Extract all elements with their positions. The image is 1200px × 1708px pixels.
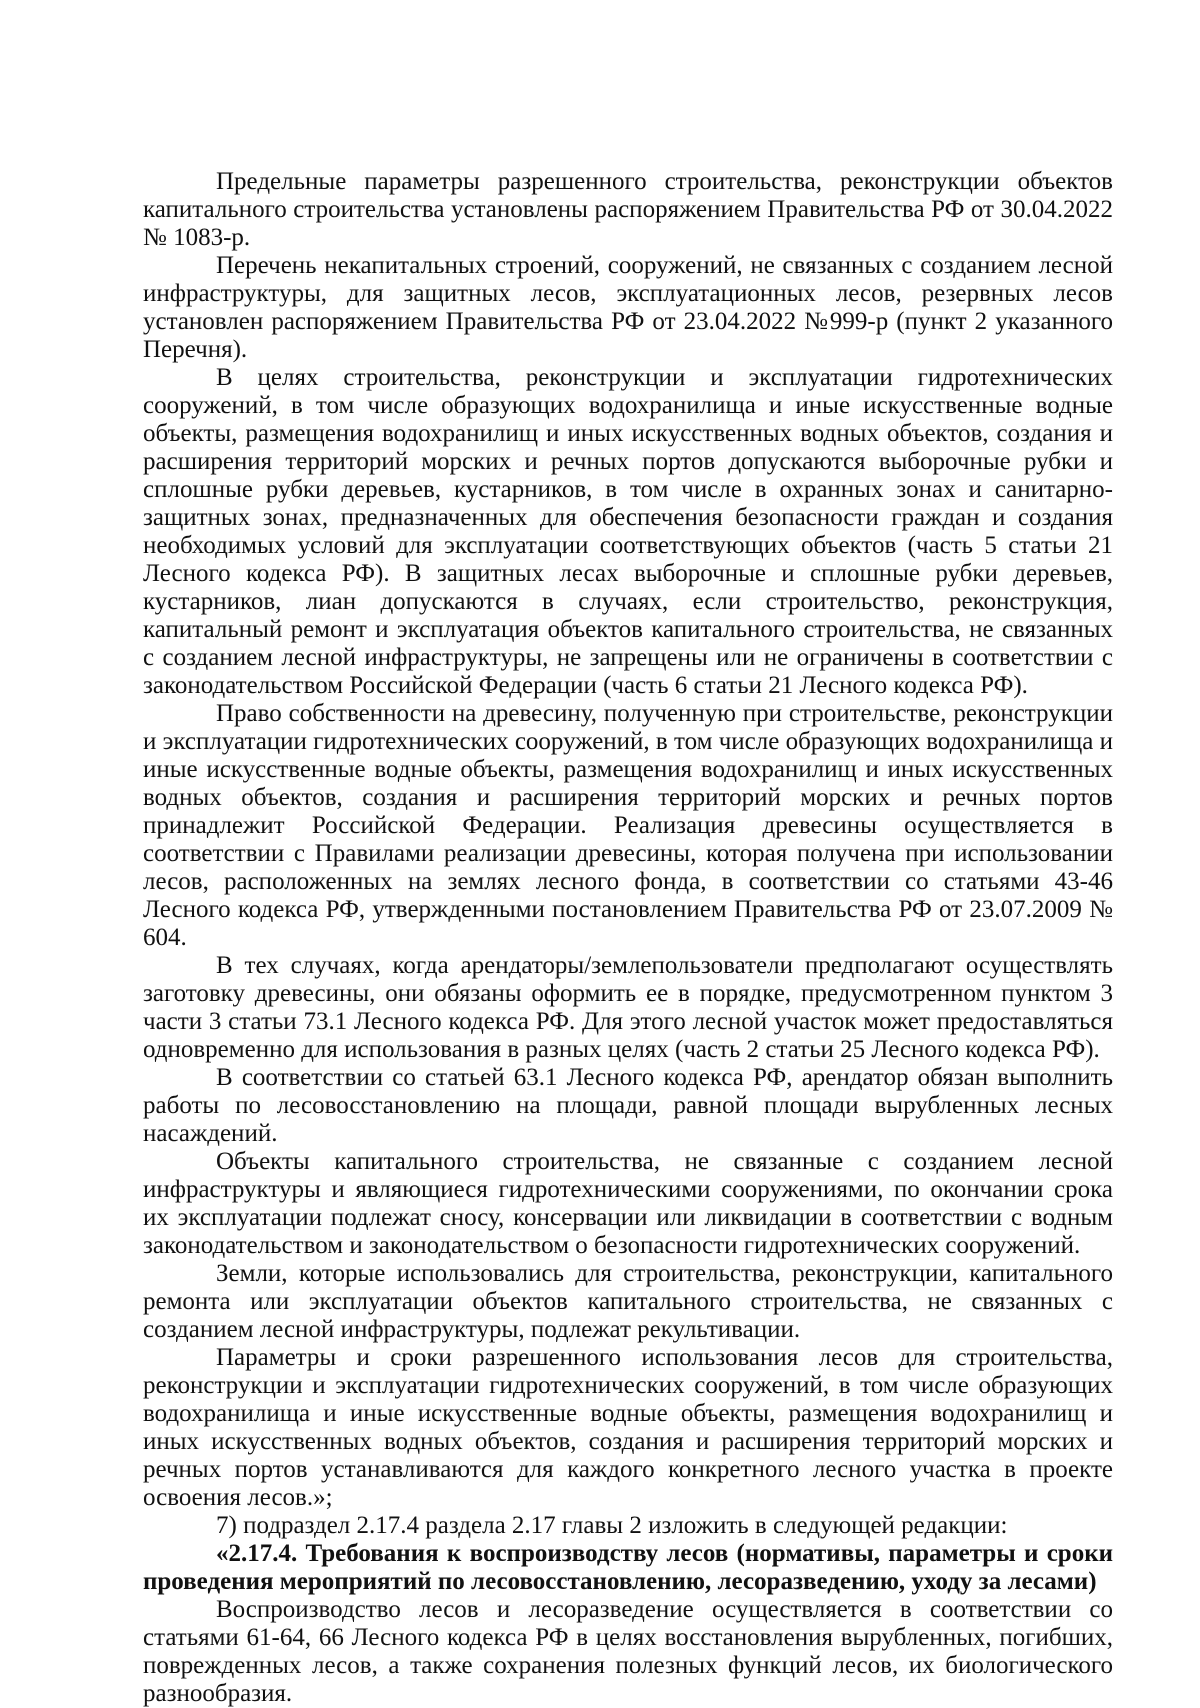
paragraph-forest-reproduction: Воспроизводство лесов и лесоразведение осуществляется в соответствии со статьями 61-64, 66 Лесного кодекса РФ в целях восстановления вырубленных, погибших, поврежденных лесов, а также сохранения полезных функций лесов, их биологического разнообразия. — [143, 1596, 1113, 1707]
paragraph-amendment-7: 7) подраздел 2.17.4 раздела 2.17 главы 2 изложить в следующей редакции: — [216, 1512, 1008, 1539]
paragraph-reforestation-obligation: В соответствии со статьей 63.1 Лесного кодекса РФ, арендатор обязан выполнить работы по лесовосстановлению на площади, равной площади вырубленных лесных насаждений. — [143, 1064, 1113, 1147]
paragraph-hydrotechnical-felling: В целях строительства, реконструкции и эксплуатации гидротехнических сооружений, в том числе образующих водохранилища и иные искусственные водные объекты, размещения водохранилищ и иных искусственных водных объектов, создания и расширения территорий морских и речных портов допускаются выборочные рубки и сплошные рубки деревьев, кустарников, в том числе в охранных зонах и санитарно-защитных зонах, предназначенных для обеспечения безопасности граждан и создания необходимых условий для эксплуатации соответствующих объектов (часть 5 статьи 21 Лесного кодекса РФ). В защитных лесах выборочные и сплошные рубки деревьев, кустарников, лиан допускаются в случаях, если строительство, реконструкция, капитальный ремонт и эксплуатация объектов капитального строительства, не связанных с созданием лесной инфраструктуры, не запрещены или не ограничены в соответствии с законодательством Российской Федерации (часть 6 статьи 21 Лесного кодекса РФ). — [143, 364, 1113, 699]
paragraph-construction-parameters: Предельные параметры разрешенного строительства, реконструкции объектов капитального строительства установлены распоряжением Правительства РФ от 30.04.2022 № 1083-р. — [143, 168, 1113, 251]
paragraph-timber-harvesting: В тех случаях, когда арендаторы/землепользователи предполагают осуществлять заготовку древесины, они обязаны оформить ее в порядке, предусмотренном пунктом 3 части 3 статьи 73.1 Лесного кодекса РФ. Для этого лесной участок может предоставляться одновременно для использования в разных целях (часть 2 статьи 25 Лесного кодекса РФ). — [143, 952, 1113, 1063]
paragraph-recultivation: Земли, которые использовались для строительства, реконструкции, капитального ремонта или эксплуатации объектов капитального строительства, не связанных с созданием лесной инфраструктуры, подлежат рекультивации. — [143, 1260, 1113, 1343]
paragraph-noncapital-structures: Перечень некапитальных строений, сооружений, не связанных с созданием лесной инфраструктуры, для защитных лесов, эксплуатационных лесов, резервных лесов установлен распоряжением Правительства РФ от 23.04.2022 №999-р (пункт 2 указанного Перечня). — [143, 252, 1113, 363]
paragraph-decommissioning: Объекты капитального строительства, не связанные с созданием лесной инфраструктуры и являющиеся гидротехническими сооружениями, по окончании срока их эксплуатации подлежат сносу, консервации или ликвидации в соответствии с водным законодательством и законодательством о безопасности гидротехнических сооружений. — [143, 1148, 1113, 1259]
document-page — [143, 168, 1113, 1708]
paragraph-timber-ownership: Право собственности на древесину, полученную при строительстве, реконструкции и эксплуатации гидротехнических сооружений, в том числе образующих водохранилища и иные искусственные водные объекты, размещения водохранилищ и иных искусственных водных объектов, создания и расширения территорий морских и речных портов принадлежит Российской Федерации. Реализация древесины осуществляется в соответствии с Правилами реализации древесины, которая получена при использовании лесов, расположенных на землях лесного фонда, в соответствии со статьями 43-46 Лесного кодекса РФ, утвержденными постановлением Правительства РФ от 23.07.2009 № 604. — [143, 700, 1113, 951]
paragraph-use-parameters: Параметры и сроки разрешенного использования лесов для строительства, реконструкции и эксплуатации гидротехнических сооружений, в том числе образующих водохранилища и иные искусственные водные объекты, размещения водохранилищ и иных искусственных водных объектов, создания и расширения территорий морских и речных портов устанавливаются для каждого конкретного лесного участка в проекте освоения лесов.»; — [143, 1344, 1113, 1511]
section-heading-2-17-4: «2.17.4. Требования к воспроизводству лесов (нормативы, параметры и сроки проведения мероприятий по лесовосстановлению, лесоразведению, уходу за лесами) — [143, 1540, 1113, 1595]
